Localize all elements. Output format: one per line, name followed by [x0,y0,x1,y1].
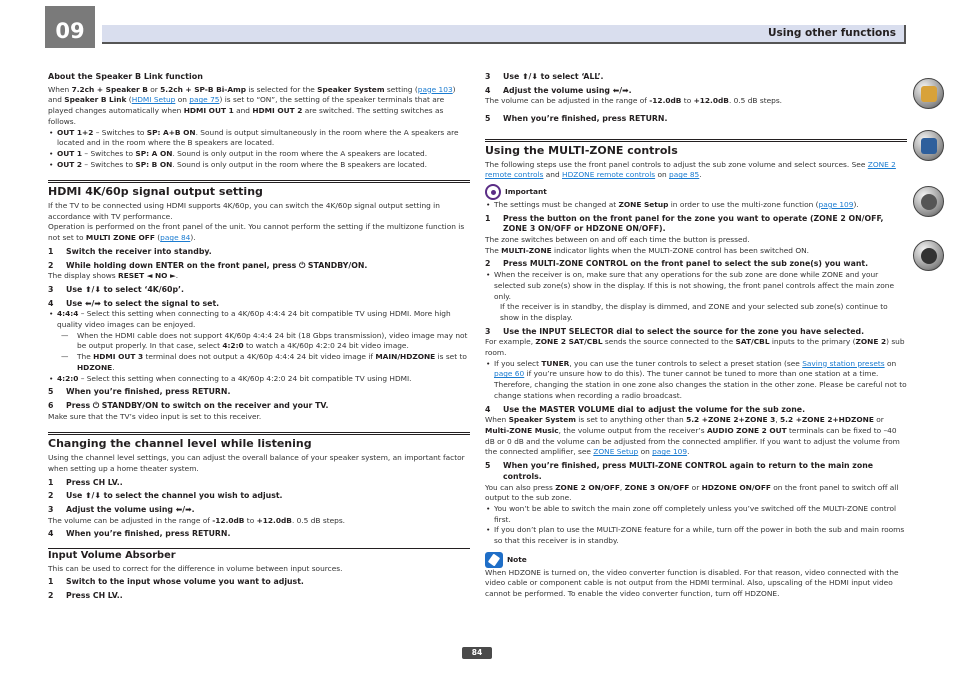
hdmi4k-step-2: 2 While holding down ENTER on the front panel, press ⏻ STANDBY/ON. [48,260,368,270]
note-label: Note [507,554,527,564]
channel-step-4: 4 When you’re finished, press RETURN. [48,529,231,539]
page-link[interactable]: ZONE 2 remote controls [485,159,896,180]
hdmi4k-intro: If the TV to be connected using HDMI supports 4K/60p, you can switch the 4K/60p signal output setting in accordance with TV performance. [48,201,440,221]
hdmi4k-bullet-444: • 4:4:4 – Select this setting when connecting to a 4K/60p 4:4:4 24 bit compatible TV using HDMI. More high quality video images can be enjoyed. [48,309,470,330]
multizone-step-2-cont: If the receiver is in standby, the display is dimmed, and ZONE and your selected sub zone(s) continue to show in the display. [500,302,888,322]
page-link[interactable]: HDMI Setup [131,95,176,105]
multizone-heading: Using the MULTI-ZONE controls [485,139,907,157]
speaker-b-intro: When 7.2ch + Speaker B or 5.2ch + SP-B Bi-Amp is selected for the Speaker System setting (page 103) and Speaker B Link (HDMI Setup on page 75) is set to “ON”, the setting of the speaker terminals that are played changes automatically when HDMI OUT 1 and HDMI OUT 2 are switched. The setting switches as follows. [48,84,456,126]
hdmi4k-step-2-note: The display shows RESET ◄ NO ►. [48,271,179,281]
multizone-intro: The following steps use the front panel controls to adjust the sub zone volume and select sources. See ZONE 2 remote controls and HDZONE remote controls on page 85. [485,159,896,180]
channel-step-1: 1 Press CH LV.. [48,477,123,487]
speaker-b-bullet-1: • OUT 1+2 – Switches to SP: A+B ON. Sound is output simultaneously in the room where the A speakers are located and in the room where the B speakers are located. [48,128,470,149]
hdmi4k-dash-1: — When the HDMI cable does not support 4K/60p 4:4:4 24 bit (18 Gbps transmission), video image may not be output properly. In that case, select 4:2:0 to watch a 4K/60p 4:2:0 24 bit video image. [48,331,470,352]
hdmi4k-step-6: 6 Press ⏻ STANDBY/ON to switch on the receiver and your TV. [48,400,329,410]
right-column [485,72,907,600]
multizone-step-3-bullet: • If you select TUNER, you can use the tuner controls to select a preset station (see Saving station presets on page 60 if you’re unsure how to do this). The tuner cannot be tuned to more than one station at a time. Therefore, changing the station in one zone also changes the station in the other zone. Please be careful not to change stations when recording a radio broadcast. [485,359,907,402]
important-label: Important [505,186,547,196]
note-text: When HDZONE is turned on, the video converter function is disabled. For that reason, video connected with the video cable or component cable is not output from the HDMI terminal. Also, upscaling of the HDMI input video cannot be performed. To enable the video converter function, turn off HDZONE. [485,567,899,599]
channel-level-intro: Using the channel level settings, you can adjust the overall balance of your speaker system, an important factor when setting up a home theater system. [48,453,465,473]
absorber-step-5: 5 When you’re finished, press RETURN. [485,114,668,124]
multizone-step-5-bullet-1: • You won’t be able to switch the main zone off completely unless you’ve switched off the MULTI-ZONE control first. [485,504,907,525]
multizone-step-4: 4 Use the MASTER VOLUME dial to adjust the volume for the sub zone. [485,404,806,414]
hdmi4k-intro-2: Operation is performed on the front panel of the unit. You cannot perform the setting if the multizone function is not set to MULTI ZONE OFF (page 84). [48,222,465,243]
multizone-step-2: 2 Press MULTI-ZONE CONTROL on the front panel to select the sub zone(s) you want. [485,259,869,269]
important-icon [485,184,501,200]
chapter-number: 09 [45,6,95,48]
absorber-step-3: 3 Use ⬆/⬇ to select ‘ALL’. [485,72,604,81]
hdmi4k-step-5: 5 When you’re finished, press RETURN. [48,387,231,397]
multizone-step-5-bullet-2: • If you don’t plan to use the MULTI-ZONE feature for a while, turn off the power in both the sub and main rooms so that this receiver is in standby. [485,525,907,546]
page-link[interactable]: page 85 [669,170,700,180]
multizone-step-2-bullet: • When the receiver is on, make sure that any operations for the sub zone are done while ZONE and your selected sub zone(s) show in the display. If this is not showing, the front panel controls affect the main zone only. [485,270,907,302]
left-column [48,72,470,602]
page-link[interactable]: page 60 [494,369,525,379]
page-link[interactable]: HDZONE remote controls [562,170,656,180]
note-label-row [485,552,907,568]
page-link[interactable]: ZONE Setup [593,447,639,457]
absorber-step-1: 1 Switch to the input whose volume you want to adjust. [48,577,304,587]
absorber-heading: Input Volume Absorber [48,548,470,562]
speaker-b-heading: About the Speaker B Link function [48,72,203,81]
multizone-step-3: 3 Use the INPUT SELECTOR dial to select the source for the zone you have selected. [485,326,865,336]
speaker-b-bullet-2: • OUT 1 – Switches to SP: A ON. Sound is only output in the room where the A speakers are located. [48,149,470,160]
page-link[interactable]: page 103 [417,84,453,94]
absorber-step-4-note: The volume can be adjusted in the range of -12.0dB to +12.0dB. 0.5 dB steps. [485,96,783,106]
hdmi4k-heading: HDMI 4K/60p signal output setting [48,180,470,198]
page-number: 84 [462,647,492,659]
hdmi4k-step-4: 4 Use ⬅/➡ to select the signal to set. [48,298,220,308]
header-title: Using other functions [768,27,896,39]
channel-level-heading: Changing the channel level while listening [48,432,470,450]
multizone-step-4-note: When Speaker System is set to anything other than 5.2 +ZONE 2+ZONE 3, 5.2 +ZONE 2+HDZONE or Multi-ZONE Music, the volume output from the receiver’s AUDIO ZONE 2 OUT terminals can be fixed to –40 dB or 0 dB and the volume can be adjusted from the connected amplifier. If you want to adjust the volume from the connected amplifier, see ZONE Setup on page 109. [485,415,900,457]
note-pencil-icon [485,552,503,568]
multizone-step-1-note-1: The zone switches between on and off each time the button is pressed. [485,235,750,245]
channel-step-3: 3 Adjust the volume using ⬅/➡. [48,504,195,514]
important-bullet: • The settings must be changed at ZONE Setup in order to use the multi-zone function (page 109). [485,200,907,211]
multizone-step-1-note-2: The MULTI-ZONE indicator lights when the MULTI-ZONE control has been switched ON. [485,245,810,255]
book-icon[interactable] [913,78,944,109]
page-link[interactable]: page 75 [189,95,220,105]
hdmi4k-bullet-420: • 4:2:0 – Select this setting when connecting to a 4K/60p 4:2:0 24 bit compatible TV using HDMI. [48,374,470,385]
channel-step-2: 2 Use ⬆/⬇ to select the channel you wish to adjust. [48,491,283,501]
hdmi4k-dash-2: — The HDMI OUT 3 terminal does not output a 4K/60p 4:4:4 24 bit video image if MAIN/HDZONE is set to HDZONE. [48,352,470,373]
important-label-row [485,184,907,200]
multizone-step-1: 1 Press the button on the front panel for the zone you want to operate (ZONE 2 ON/OFF, ZONE 3 ON/OFF or HDZONE ON/OFF). [485,213,884,234]
page-link[interactable]: page 109 [652,447,688,457]
absorber-step-4: 4 Adjust the volume using ⬅/➡. [485,85,632,95]
remote-icon[interactable] [913,130,944,161]
index-icon[interactable] [913,240,944,271]
page-link[interactable]: page 109 [818,199,854,209]
troubleshoot-icon[interactable] [913,186,944,217]
multizone-step-5-note: You can also press ZONE 2 ON/OFF, ZONE 3 ON/OFF or HDZONE ON/OFF on the front panel to switch off all output to the sub zone. [485,482,899,503]
absorber-intro: This can be used to correct for the difference in volume between input sources. [48,563,343,573]
hdmi4k-step-6-note: Make sure that the TV’s video input is set to this receiver. [48,411,262,421]
channel-step-3-note: The volume can be adjusted in the range of -12.0dB to +12.0dB. 0.5 dB steps. [48,515,346,525]
speaker-b-bullet-3: • OUT 2 – Switches to SP: B ON. Sound is only output in the room where the B speakers are located. [48,160,470,171]
hdmi4k-step-1: 1 Switch the receiver into standby. [48,246,212,256]
hdmi4k-step-3: 3 Use ⬆/⬇ to select ‘4K/60p’. [48,284,184,294]
multizone-step-5: 5 When you’re finished, press MULTI-ZONE CONTROL again to return to the main zone controls. [485,461,874,481]
page-link[interactable]: page 84 [160,233,191,243]
absorber-step-2: 2 Press CH LV.. [48,591,123,601]
multizone-step-3-note: For example, ZONE 2 SAT/CBL sends the source connected to the SAT/CBL inputs to the primary (ZONE 2) sub room. [485,337,905,358]
page-link[interactable]: Saving station presets [802,358,885,368]
header-bar [102,25,906,44]
